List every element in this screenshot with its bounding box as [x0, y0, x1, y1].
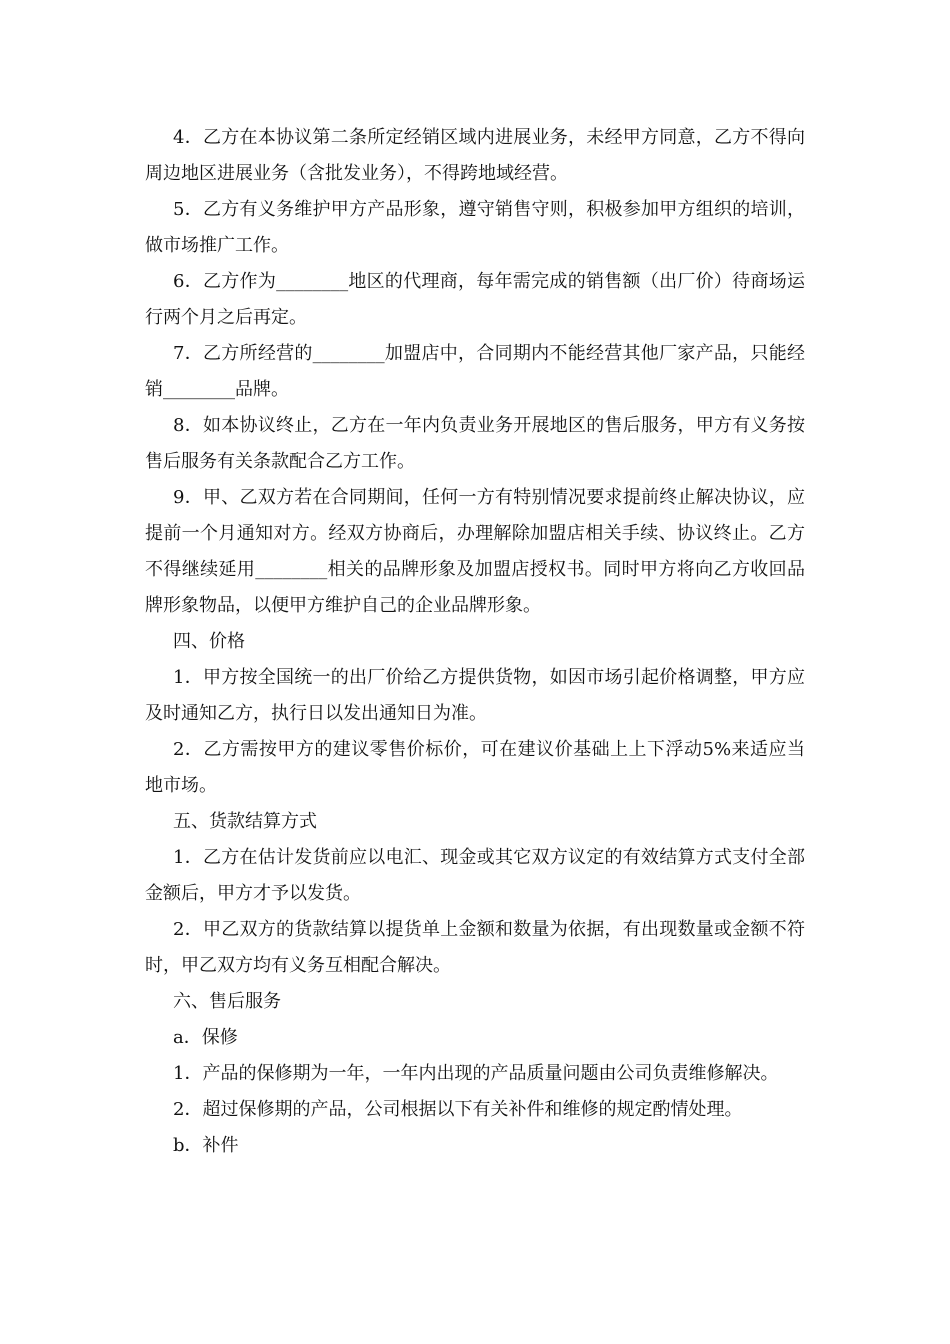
section-heading-after-sales: 六、售后服务	[173, 991, 281, 1012]
section-heading-price: 四、价格	[173, 631, 245, 652]
clause-paragraph: 8．如本协议终止，乙方在一年内负责业务开展地区的售后服务，甲方有义务按售后服务有关条款配合乙方工作。	[145, 415, 805, 472]
subsection-heading-parts: b．补件	[173, 1135, 239, 1156]
clause-paragraph: 1．产品的保修期为一年，一年内出现的产品质量问题由公司负责维修解决。	[173, 1063, 779, 1084]
clause-paragraph: 1．甲方按全国统一的出厂价给乙方提供货物，如因市场引起价格调整，甲方应及时通知乙方，执行日以发出通知日为准。	[145, 667, 805, 724]
clause-paragraph: 2．超过保修期的产品，公司根据以下有关补件和维修的规定酌情处理。	[173, 1099, 743, 1120]
document-body	[145, 120, 805, 1164]
clause-paragraph: 6．乙方作为________地区的代理商，每年需完成的销售额（出厂价）待商场运行两个月之后再定。	[145, 271, 805, 328]
clause-paragraph: 4．乙方在本协议第二条所定经销区域内进展业务，未经甲方同意，乙方不得向周边地区进展业务（含批发业务），不得跨地域经营。	[145, 127, 805, 184]
subsection-heading-warranty: a．保修	[173, 1027, 238, 1048]
section-heading-payment: 五、货款结算方式	[173, 811, 317, 832]
clause-paragraph: 7．乙方所经营的________加盟店中，合同期内不能经营其他厂家产品，只能经销________品牌。	[145, 343, 805, 400]
clause-paragraph: 9．甲、乙双方若在合同期间，任何一方有特别情况要求提前终止解决协议，应提前一个月通知对方。经双方协商后，办理解除加盟店相关手续、协议终止。乙方不得继续延用________相关的品牌形象及加盟店授权书。同时甲方将向乙方收回品牌形象物品，以便甲方维护自己的企业品牌形象。	[145, 487, 805, 616]
clause-paragraph: 2．甲乙双方的货款结算以提货单上金额和数量为依据，有出现数量或金额不符时，甲乙双方均有义务互相配合解决。	[145, 919, 805, 976]
clause-paragraph: 2．乙方需按甲方的建议零售价标价，可在建议价基础上上下浮动5%来适应当地市场。	[145, 739, 805, 796]
clause-paragraph: 1．乙方在估计发货前应以电汇、现金或其它双方议定的有效结算方式支付全部金额后，甲方才予以发货。	[145, 847, 805, 904]
clause-paragraph: 5．乙方有义务维护甲方产品形象，遵守销售守则，积极参加甲方组织的培训，做市场推广工作。	[145, 199, 805, 256]
